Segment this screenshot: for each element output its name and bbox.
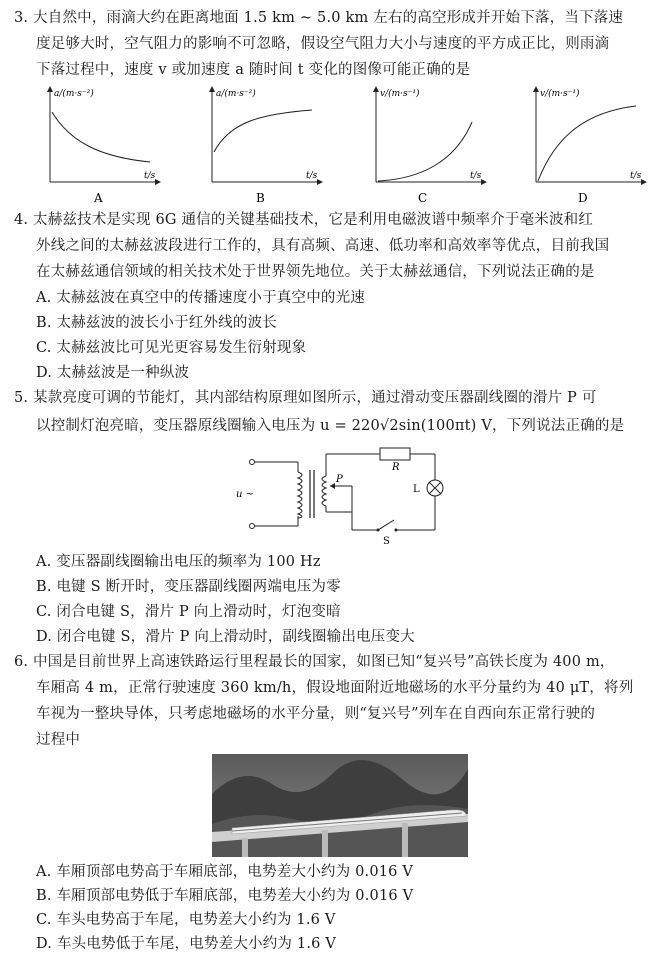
q5-line-2: 以控制灯泡亮暗，变压器原线圈输入电压为 u = 220√2sin(100πt) V，下列说法正确的是 <box>36 418 625 434</box>
q4-option-c: C. 太赫兹波比可见光更容易发生衍射现象 <box>36 340 307 356</box>
graph-b-curve <box>214 110 312 152</box>
high-speed-train-photo <box>212 754 468 857</box>
graph-c <box>376 87 486 205</box>
q3-graphs <box>0 82 669 212</box>
graph-a-option: A <box>94 191 103 205</box>
secondary-coil <box>322 476 326 506</box>
q5-option-c: C. 闭合电键 S，滑片 P 向上滑动时，灯泡变暗 <box>36 604 341 620</box>
q6-option-b: B. 车厢顶部电势低于车厢底部，电势差大小约为 0.016 V <box>36 888 414 904</box>
graph-d-curve <box>538 106 636 181</box>
q4-option-d: D. 太赫兹波是一种纵波 <box>36 365 190 381</box>
switch-s <box>378 520 394 530</box>
input-terminal-top <box>250 460 255 465</box>
q4-line-2: 外线之间的太赫兹波段进行工作的，具有高频、高速、低功率和高效率等优点，目前我国 <box>36 238 610 254</box>
q5-option-a: A. 变压器副线圈输出电压的频率为 100 Hz <box>36 554 321 570</box>
graph-d-option: D <box>578 191 588 205</box>
q4-line-1: 4. 太赫兹技术是实现 6G 通信的关键基础技术，它是利用电磁波谱中频率介于毫米波和红 <box>14 212 594 228</box>
graph-d-ylabel: v/(m·s⁻¹) <box>540 89 580 99</box>
label-p: P <box>336 474 343 485</box>
primary-coil <box>298 472 302 518</box>
graph-b-option: B <box>256 191 265 205</box>
graph-d-xlabel: t/s <box>630 171 642 181</box>
q6-line-1: 6. 中国是目前世界上高速铁路运行里程最长的国家，如图已知“复兴号”高铁长度为 400 m， <box>14 654 615 670</box>
label-r: R <box>392 462 400 473</box>
q4-line-3: 在太赫兹通信领域的相关技术处于世界领先地位。关于太赫兹通信，下列说法正确的是 <box>36 264 595 280</box>
q3-line-3: 下落过程中，速度 v 或加速度 a 随时间 t 变化的图像可能正确的是 <box>36 62 471 78</box>
graph-c-xlabel: t/s <box>470 171 482 181</box>
graph-c-option: C <box>418 191 428 205</box>
graph-b-ylabel: a/(m·s⁻²) <box>216 89 256 99</box>
graph-c-ylabel: v/(m·s⁻¹) <box>380 89 420 99</box>
q5-option-b: B. 电键 S 断开时，变压器副线圈两端电压为零 <box>36 579 341 595</box>
graph-a-curve <box>52 112 150 162</box>
q4-option-a: A. 太赫兹波在真空中的传播速度小于真空中的光速 <box>36 290 365 306</box>
graph-b-xlabel: t/s <box>306 171 318 181</box>
q3-line-1: 3. 大自然中，雨滴大约在距离地面 1.5 km ~ 5.0 km 左右的高空形成并开始下落，当下落速 <box>14 10 624 26</box>
q6-option-c: C. 车头电势高于车尾，电势差大小约为 1.6 V <box>36 912 336 928</box>
graph-b <box>212 87 322 205</box>
q5-option-d: D. 闭合电键 S，滑片 P 向上滑动时，副线圈输出电压变大 <box>36 629 415 645</box>
q3-line-2: 度足够大时，空气阻力的影响不可忽略，假设空气阻力大小与速度的平方成正比，则雨滴 <box>36 36 610 52</box>
label-u: u ~ <box>236 489 254 500</box>
graph-a <box>50 87 160 205</box>
q4-option-b: B. 太赫兹波的波长小于红外线的波长 <box>36 315 277 331</box>
q6-option-d: D. 车头电势低于车尾，电势差大小约为 1.6 V <box>36 936 337 952</box>
resistor-r <box>380 448 410 460</box>
graph-a-ylabel: a/(m·s⁻²) <box>54 89 94 99</box>
q5-line-1: 5. 某款亮度可调的节能灯，其内部结构原理如图所示，通过滑动变压器副线圈的滑片 P 可 <box>14 390 597 406</box>
q6-line-4: 过程中 <box>36 732 81 748</box>
q6-option-a: A. 车厢顶部电势高于车厢底部，电势差大小约为 0.016 V <box>36 864 414 880</box>
q6-line-3: 车视为一整块导体，只考虑地磁场的水平分量，则“复兴号”列车在自西向东正常行驶的 <box>36 706 596 722</box>
label-l: L <box>413 484 420 495</box>
label-s: S <box>383 536 390 547</box>
graph-c-curve <box>378 122 472 181</box>
input-terminal-bottom <box>250 524 255 529</box>
graph-a-xlabel: t/s <box>144 171 156 181</box>
transformer-circuit-diagram <box>230 440 460 550</box>
graph-d <box>536 87 646 205</box>
q6-line-2: 车厢高 4 m，正常行驶速度 360 km/h，假设地面附近地磁场的水平分量约为 40 μT，将列 <box>36 680 634 696</box>
